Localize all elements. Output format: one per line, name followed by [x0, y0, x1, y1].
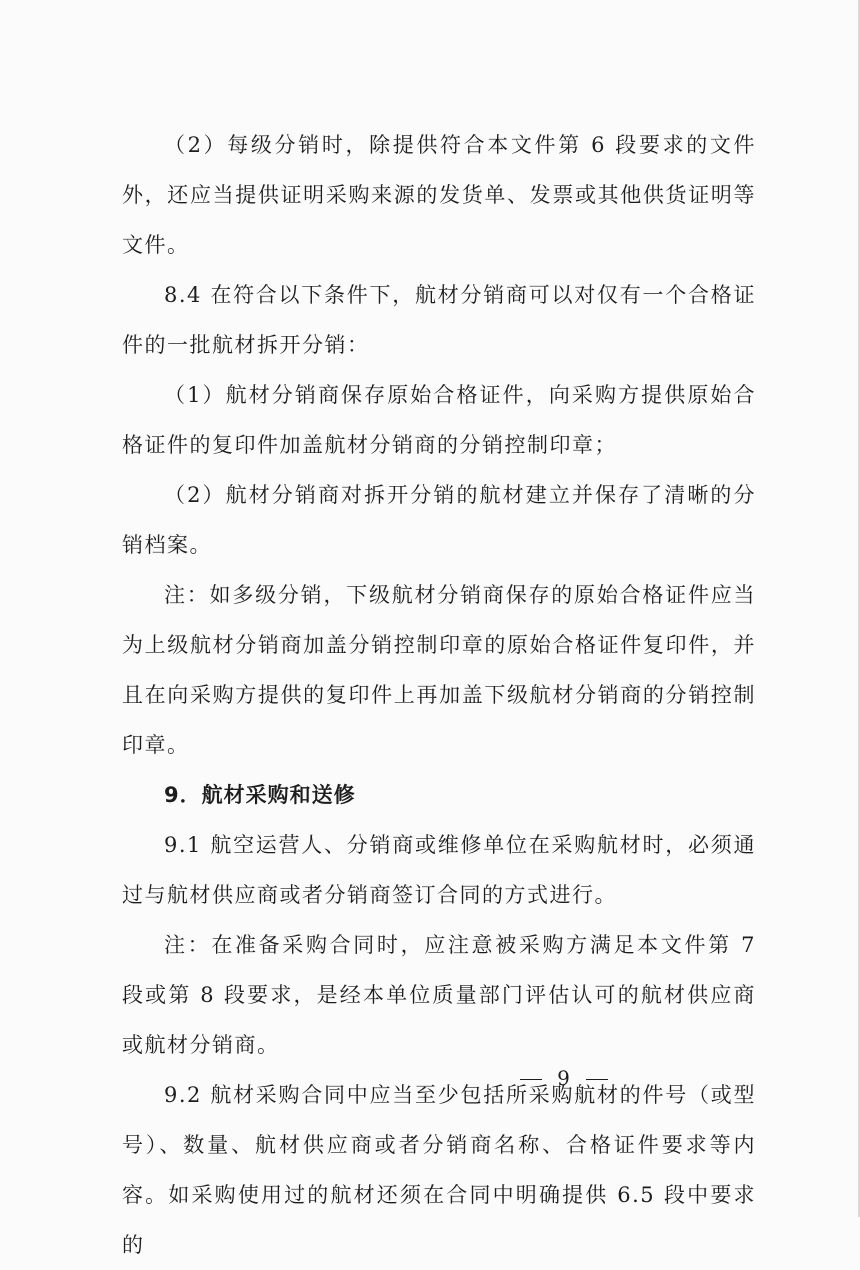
paragraph-note-procurement-contract: 注：在准备采购合同时，应注意被采购方满足本文件第 7 段或第 8 段要求，是经本单位质量部门评估认可的航材供应商或航材分销商。	[122, 933, 756, 1057]
paragraph-section-9-2: 9.2 航材采购合同中应当至少包括所采购航材的件号（或型号）、数量、航材供应商或者分销商名称、合格证件要求等内容。如采购使用过的航材还须在合同中明确提供 6.5 段中要求的	[122, 1083, 756, 1257]
section-heading-9: 9．航材采购和送修	[164, 783, 356, 807]
page-number	[0, 1066, 860, 1090]
paragraph-note-multilevel-distribution: 注：如多级分销，下级航材分销商保存的原始合格证件应当为上级航材分销商加盖分销控制印章的原始合格证件复印件，并且在向采购方提供的复印件上再加盖下级航材分销商的分销控制印章。	[122, 583, 756, 757]
paragraph-section-8-4: 8.4 在符合以下条件下，航材分销商可以对仅有一个合格证件的一批航材拆开分销：	[122, 283, 756, 357]
paragraph-condition-2: （2）航材分销商对拆开分销的航材建立并保存了清晰的分销档案。	[122, 483, 756, 557]
paragraph-section-9-1: 9.1 航空运营人、分销商或维修单位在采购航材时，必须通过与航材供应商或者分销商签订合同的方式进行。	[122, 833, 756, 907]
page-number-left-dash	[520, 1079, 542, 1081]
paragraph-distribution-requirement: （2）每级分销时，除提供符合本文件第 6 段要求的文件外，还应当提供证明采购来源的发货单、发票或其他供货证明等文件。	[122, 133, 756, 257]
page-number-right-dash	[586, 1079, 608, 1081]
paragraph-condition-1: （1）航材分销商保存原始合格证件，向采购方提供原始合格证件的复印件加盖航材分销商的分销控制印章；	[122, 383, 756, 457]
document-body	[122, 120, 756, 1270]
page-number-value: 9	[557, 1066, 571, 1090]
